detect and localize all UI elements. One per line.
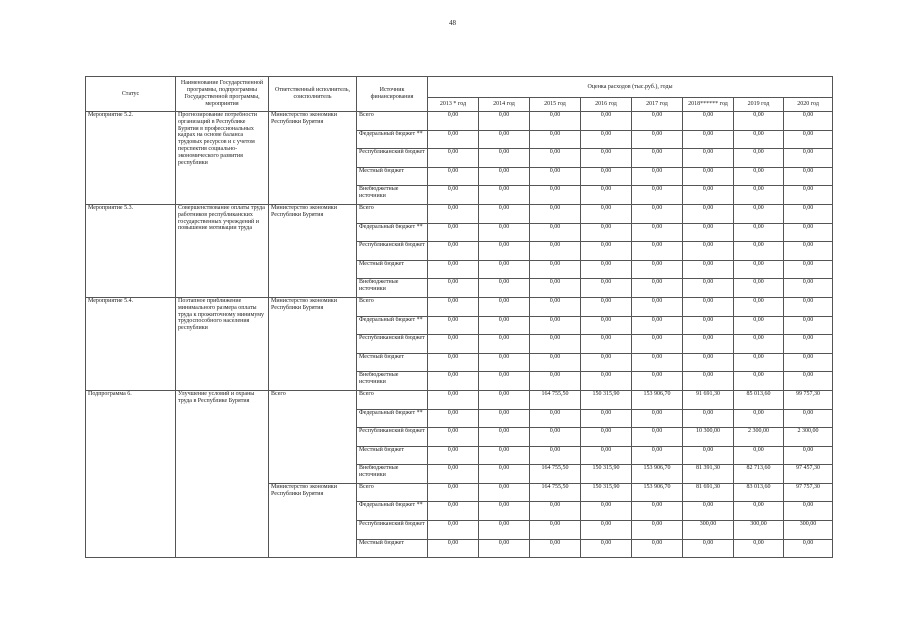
program-name-cell: Прогнозирование потребности организаций в Республике Бурятия в профессиональных кадрах на основе баланса трудовых ресурсов и с учетом перспектив социально-экономического развития республики <box>176 112 269 205</box>
amount-cell: 0,00 <box>479 297 530 316</box>
header-year: 2016 год <box>581 98 632 112</box>
amount-cell: 0,00 <box>581 335 632 354</box>
amount-cell: 0,00 <box>734 242 784 261</box>
amount-cell: 0,00 <box>428 130 479 149</box>
funding-source: Всего <box>357 112 428 131</box>
amount-cell: 0,00 <box>479 260 530 279</box>
amount-cell: 0,00 <box>581 260 632 279</box>
amount-cell: 0,00 <box>734 204 784 223</box>
amount-cell: 0,00 <box>784 502 833 521</box>
amount-cell: 97 457,30 <box>784 465 833 484</box>
funding-source: Местный бюджет <box>357 353 428 372</box>
amount-cell: 83 013,60 <box>734 483 784 502</box>
amount-cell: 0,00 <box>784 242 833 261</box>
amount-cell: 0,00 <box>530 316 581 335</box>
amount-cell: 0,00 <box>734 539 784 558</box>
table-header <box>86 77 833 112</box>
amount-cell: 0,00 <box>632 502 683 521</box>
amount-cell: 153 906,70 <box>632 465 683 484</box>
amount-cell: 0,00 <box>428 204 479 223</box>
amount-cell: 0,00 <box>632 186 683 205</box>
amount-cell: 0,00 <box>530 521 581 540</box>
funding-source: Федеральный бюджет ** <box>357 409 428 428</box>
amount-cell: 0,00 <box>428 428 479 447</box>
amount-cell: 0,00 <box>784 112 833 131</box>
amount-cell: 0,00 <box>581 372 632 391</box>
amount-cell: 0,00 <box>581 186 632 205</box>
amount-cell: 0,00 <box>530 353 581 372</box>
amount-cell: 0,00 <box>428 149 479 168</box>
amount-cell: 0,00 <box>632 521 683 540</box>
amount-cell: 0,00 <box>734 279 784 298</box>
amount-cell: 0,00 <box>632 242 683 261</box>
amount-cell: 0,00 <box>632 112 683 131</box>
amount-cell: 0,00 <box>428 446 479 465</box>
amount-cell: 0,00 <box>683 353 734 372</box>
amount-cell: 0,00 <box>581 242 632 261</box>
amount-cell: 150 315,90 <box>581 465 632 484</box>
amount-cell: 0,00 <box>530 372 581 391</box>
page-number: 48 <box>449 19 456 27</box>
amount-cell: 0,00 <box>428 186 479 205</box>
amount-cell: 150 315,90 <box>581 483 632 502</box>
header-status: Статус <box>86 77 176 112</box>
amount-cell: 0,00 <box>784 335 833 354</box>
amount-cell: 0,00 <box>784 149 833 168</box>
funding-source: Республиканский бюджет <box>357 242 428 261</box>
amount-cell: 0,00 <box>530 539 581 558</box>
funding-source: Республиканский бюджет <box>357 149 428 168</box>
funding-source: Местный бюджет <box>357 167 428 186</box>
amount-cell: 0,00 <box>428 223 479 242</box>
amount-cell: 0,00 <box>530 204 581 223</box>
amount-cell: 0,00 <box>581 167 632 186</box>
amount-cell: 300,00 <box>784 521 833 540</box>
amount-cell: 0,00 <box>428 242 479 261</box>
amount-cell: 164 755,50 <box>530 483 581 502</box>
amount-cell: 0,00 <box>632 130 683 149</box>
amount-cell: 153 906,70 <box>632 390 683 409</box>
amount-cell: 2 300,00 <box>734 428 784 447</box>
amount-cell: 0,00 <box>530 223 581 242</box>
amount-cell: 0,00 <box>530 167 581 186</box>
amount-cell: 0,00 <box>632 223 683 242</box>
amount-cell: 0,00 <box>428 112 479 131</box>
amount-cell: 0,00 <box>632 297 683 316</box>
amount-cell: 0,00 <box>428 539 479 558</box>
amount-cell: 10 300,00 <box>683 428 734 447</box>
amount-cell: 0,00 <box>683 242 734 261</box>
amount-cell: 2 300,00 <box>784 428 833 447</box>
amount-cell: 0,00 <box>734 130 784 149</box>
amount-cell: 81 391,30 <box>683 465 734 484</box>
amount-cell: 0,00 <box>683 297 734 316</box>
amount-cell: 0,00 <box>479 428 530 447</box>
amount-cell: 0,00 <box>734 297 784 316</box>
amount-cell: 0,00 <box>784 316 833 335</box>
funding-source: Внебюджетные источники <box>357 186 428 205</box>
funding-source: Федеральный бюджет ** <box>357 223 428 242</box>
amount-cell: 0,00 <box>683 130 734 149</box>
amount-cell: 0,00 <box>479 372 530 391</box>
amount-cell: 0,00 <box>632 260 683 279</box>
executor-cell: Министерство экономики Республики Бурятия <box>269 483 357 557</box>
amount-cell: 81 691,30 <box>683 483 734 502</box>
amount-cell: 0,00 <box>784 260 833 279</box>
amount-cell: 0,00 <box>530 186 581 205</box>
amount-cell: 0,00 <box>530 446 581 465</box>
funding-source: Внебюджетные источники <box>357 372 428 391</box>
amount-cell: 0,00 <box>479 204 530 223</box>
amount-cell: 0,00 <box>530 428 581 447</box>
table-row <box>86 297 833 316</box>
amount-cell: 0,00 <box>784 539 833 558</box>
amount-cell: 0,00 <box>428 260 479 279</box>
amount-cell: 0,00 <box>683 446 734 465</box>
funding-source: Местный бюджет <box>357 260 428 279</box>
amount-cell: 0,00 <box>479 316 530 335</box>
amount-cell: 0,00 <box>683 112 734 131</box>
amount-cell: 0,00 <box>734 446 784 465</box>
amount-cell: 0,00 <box>479 130 530 149</box>
amount-cell: 0,00 <box>530 502 581 521</box>
funding-source: Республиканский бюджет <box>357 428 428 447</box>
amount-cell: 82 713,60 <box>734 465 784 484</box>
amount-cell: 0,00 <box>581 539 632 558</box>
amount-cell: 0,00 <box>683 335 734 354</box>
table-body <box>86 112 833 558</box>
amount-cell: 0,00 <box>734 502 784 521</box>
amount-cell: 0,00 <box>784 130 833 149</box>
status-cell: Подпрограмма 6. <box>86 390 176 557</box>
status-cell: Мероприятие 5.4. <box>86 297 176 390</box>
header-year: 2014 год <box>479 98 530 112</box>
amount-cell: 0,00 <box>428 502 479 521</box>
funding-source: Внебюджетные источники <box>357 465 428 484</box>
amount-cell: 0,00 <box>632 428 683 447</box>
amount-cell: 0,00 <box>784 204 833 223</box>
amount-cell: 0,00 <box>683 539 734 558</box>
amount-cell: 0,00 <box>734 112 784 131</box>
amount-cell: 0,00 <box>581 316 632 335</box>
header-year: 2015 год <box>530 98 581 112</box>
funding-source: Местный бюджет <box>357 446 428 465</box>
amount-cell: 0,00 <box>683 223 734 242</box>
amount-cell: 0,00 <box>581 353 632 372</box>
amount-cell: 0,00 <box>683 316 734 335</box>
amount-cell: 0,00 <box>479 390 530 409</box>
funding-source: Внебюджетные источники <box>357 279 428 298</box>
amount-cell: 0,00 <box>428 390 479 409</box>
amount-cell: 0,00 <box>479 521 530 540</box>
amount-cell: 0,00 <box>632 167 683 186</box>
amount-cell: 0,00 <box>530 297 581 316</box>
amount-cell: 0,00 <box>784 297 833 316</box>
header-year: 2019 год <box>734 98 784 112</box>
amount-cell: 0,00 <box>632 149 683 168</box>
amount-cell: 0,00 <box>683 372 734 391</box>
amount-cell: 0,00 <box>530 242 581 261</box>
amount-cell: 0,00 <box>479 502 530 521</box>
amount-cell: 0,00 <box>479 465 530 484</box>
amount-cell: 0,00 <box>734 335 784 354</box>
amount-cell: 0,00 <box>530 112 581 131</box>
header-year: 2020 год <box>784 98 833 112</box>
amount-cell: 0,00 <box>530 149 581 168</box>
program-name-cell: Совершенствование оплаты труда работников республиканских государственных учреждений и повышение мотивации труда <box>176 204 269 297</box>
amount-cell: 0,00 <box>479 112 530 131</box>
status-cell: Мероприятие 5.2. <box>86 112 176 205</box>
amount-cell: 0,00 <box>734 353 784 372</box>
amount-cell: 0,00 <box>784 223 833 242</box>
amount-cell: 0,00 <box>581 409 632 428</box>
amount-cell: 0,00 <box>581 204 632 223</box>
amount-cell: 0,00 <box>581 428 632 447</box>
amount-cell: 0,00 <box>581 223 632 242</box>
amount-cell: 0,00 <box>428 409 479 428</box>
header-year: 2017 год <box>632 98 683 112</box>
amount-cell: 300,00 <box>683 521 734 540</box>
executor-cell: Министерство экономики Республики Бурятия <box>269 204 357 297</box>
amount-cell: 0,00 <box>734 409 784 428</box>
amount-cell: 0,00 <box>734 167 784 186</box>
amount-cell: 0,00 <box>479 335 530 354</box>
amount-cell: 0,00 <box>683 149 734 168</box>
amount-cell: 0,00 <box>479 167 530 186</box>
amount-cell: 0,00 <box>479 446 530 465</box>
funding-source: Местный бюджет <box>357 539 428 558</box>
amount-cell: 0,00 <box>479 149 530 168</box>
header-year: 2013 * год <box>428 98 479 112</box>
amount-cell: 150 315,90 <box>581 390 632 409</box>
budget-table <box>85 76 833 558</box>
funding-source: Республиканский бюджет <box>357 521 428 540</box>
amount-cell: 0,00 <box>683 260 734 279</box>
amount-cell: 0,00 <box>734 223 784 242</box>
amount-cell: 0,00 <box>479 409 530 428</box>
status-cell: Мероприятие 5.3. <box>86 204 176 297</box>
amount-cell: 0,00 <box>530 260 581 279</box>
amount-cell: 0,00 <box>428 483 479 502</box>
table-row <box>86 390 833 409</box>
funding-source: Федеральный бюджет ** <box>357 130 428 149</box>
amount-cell: 0,00 <box>479 186 530 205</box>
amount-cell: 0,00 <box>479 353 530 372</box>
funding-source: Всего <box>357 390 428 409</box>
amount-cell: 0,00 <box>581 112 632 131</box>
amount-cell: 85 013,60 <box>734 390 784 409</box>
amount-cell: 0,00 <box>479 279 530 298</box>
header-name: Наименование Государственной программы, подпрограммы Государственной программы, мероприятия <box>176 77 269 112</box>
amount-cell: 0,00 <box>428 297 479 316</box>
amount-cell: 0,00 <box>784 353 833 372</box>
amount-cell: 0,00 <box>784 446 833 465</box>
executor-cell: Министерство экономики Республики Бурятия <box>269 112 357 205</box>
amount-cell: 0,00 <box>632 204 683 223</box>
header-executor: Ответственный исполнитель, соисполнитель <box>269 77 357 112</box>
amount-cell: 0,00 <box>428 353 479 372</box>
amount-cell: 0,00 <box>632 409 683 428</box>
amount-cell: 0,00 <box>581 521 632 540</box>
amount-cell: 0,00 <box>632 335 683 354</box>
amount-cell: 0,00 <box>683 502 734 521</box>
amount-cell: 300,00 <box>734 521 784 540</box>
amount-cell: 0,00 <box>581 446 632 465</box>
amount-cell: 0,00 <box>428 465 479 484</box>
amount-cell: 0,00 <box>683 167 734 186</box>
amount-cell: 0,00 <box>581 130 632 149</box>
amount-cell: 0,00 <box>632 353 683 372</box>
amount-cell: 0,00 <box>632 446 683 465</box>
amount-cell: 0,00 <box>530 130 581 149</box>
amount-cell: 0,00 <box>734 260 784 279</box>
amount-cell: 99 757,30 <box>784 390 833 409</box>
amount-cell: 0,00 <box>581 297 632 316</box>
amount-cell: 0,00 <box>784 372 833 391</box>
amount-cell: 0,00 <box>683 409 734 428</box>
amount-cell: 164 755,50 <box>530 390 581 409</box>
amount-cell: 0,00 <box>683 204 734 223</box>
amount-cell: 0,00 <box>479 539 530 558</box>
amount-cell: 0,00 <box>581 149 632 168</box>
amount-cell: 0,00 <box>530 335 581 354</box>
amount-cell: 0,00 <box>428 316 479 335</box>
header-estimate: Оценка расходов (тыс.руб.), годы <box>428 77 833 98</box>
executor-cell: Министерство экономики Республики Бурятия <box>269 297 357 390</box>
funding-source: Всего <box>357 483 428 502</box>
program-name-cell: Улучшение условий и охраны труда в Республике Бурятия <box>176 390 269 557</box>
table-row <box>86 112 833 131</box>
amount-cell: 0,00 <box>428 279 479 298</box>
amount-cell: 0,00 <box>530 409 581 428</box>
amount-cell: 0,00 <box>683 186 734 205</box>
amount-cell: 153 906,70 <box>632 483 683 502</box>
amount-cell: 0,00 <box>479 223 530 242</box>
amount-cell: 91 691,30 <box>683 390 734 409</box>
amount-cell: 0,00 <box>632 279 683 298</box>
amount-cell: 0,00 <box>632 372 683 391</box>
amount-cell: 0,00 <box>734 149 784 168</box>
amount-cell: 0,00 <box>784 167 833 186</box>
funding-source: Всего <box>357 297 428 316</box>
funding-source: Федеральный бюджет ** <box>357 502 428 521</box>
table-row <box>86 204 833 223</box>
amount-cell: 0,00 <box>581 502 632 521</box>
amount-cell: 0,00 <box>734 186 784 205</box>
amount-cell: 0,00 <box>428 372 479 391</box>
amount-cell: 0,00 <box>581 279 632 298</box>
amount-cell: 0,00 <box>428 521 479 540</box>
amount-cell: 0,00 <box>632 316 683 335</box>
amount-cell: 0,00 <box>428 167 479 186</box>
funding-source: Всего <box>357 204 428 223</box>
amount-cell: 97 757,30 <box>784 483 833 502</box>
amount-cell: 0,00 <box>734 316 784 335</box>
amount-cell: 0,00 <box>428 335 479 354</box>
amount-cell: 0,00 <box>784 186 833 205</box>
amount-cell: 0,00 <box>530 279 581 298</box>
amount-cell: 0,00 <box>734 372 784 391</box>
amount-cell: 0,00 <box>479 242 530 261</box>
amount-cell: 164 755,50 <box>530 465 581 484</box>
header-year: 2018****** год <box>683 98 734 112</box>
amount-cell: 0,00 <box>479 483 530 502</box>
funding-source: Республиканский бюджет <box>357 335 428 354</box>
program-name-cell: Поэтапное приближение минимального размера оплаты труда к прожиточному минимуму трудоспособного населения республики <box>176 297 269 390</box>
header-source: Источник финансирования <box>357 77 428 112</box>
amount-cell: 0,00 <box>784 279 833 298</box>
amount-cell: 0,00 <box>784 409 833 428</box>
amount-cell: 0,00 <box>632 539 683 558</box>
amount-cell: 0,00 <box>683 279 734 298</box>
funding-source: Федеральный бюджет ** <box>357 316 428 335</box>
executor-cell: Всего <box>269 390 357 483</box>
